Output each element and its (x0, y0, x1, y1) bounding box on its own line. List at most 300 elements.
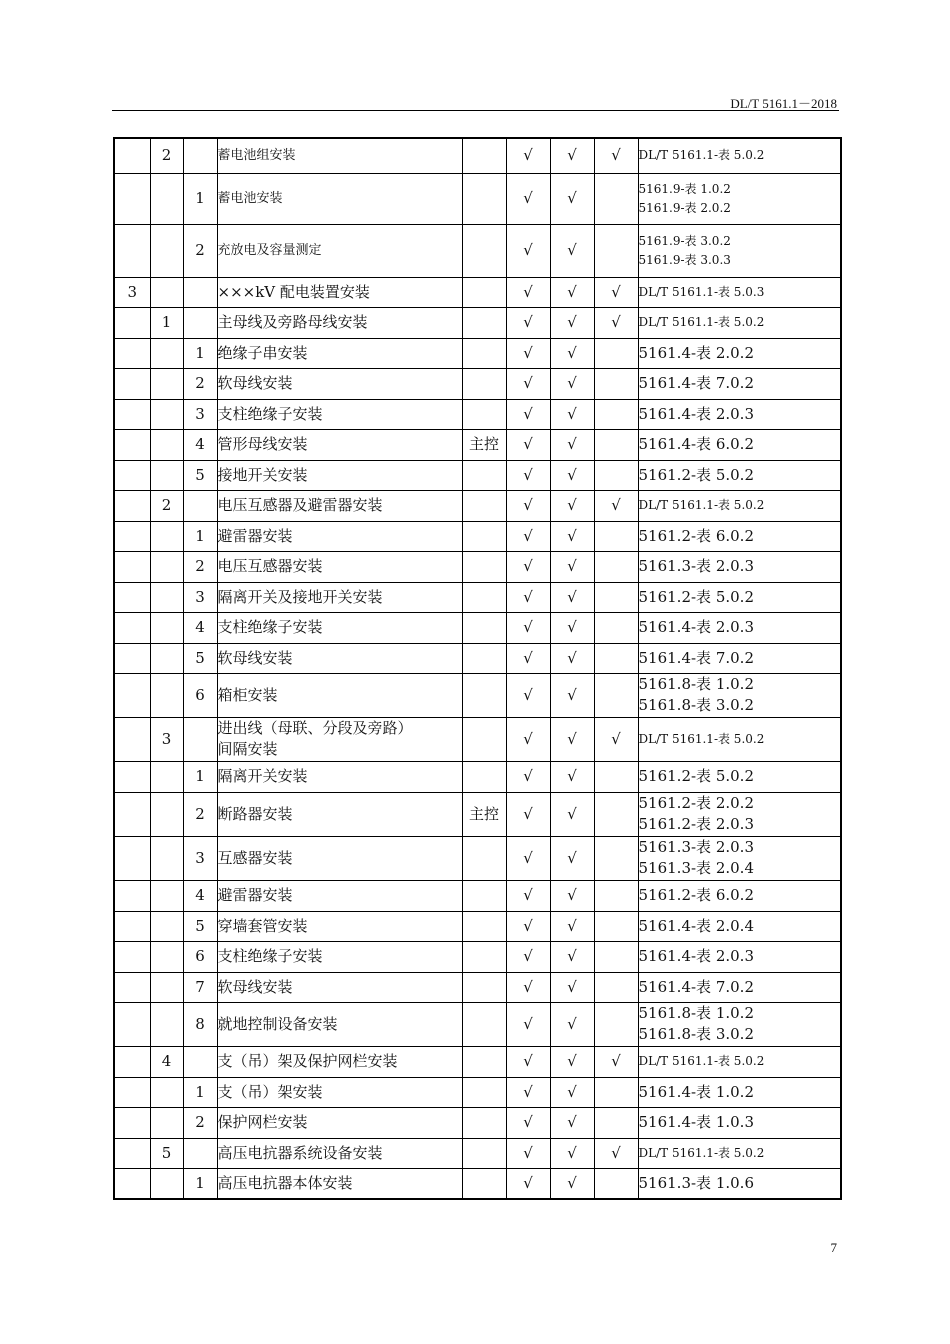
check-col-2: √ (550, 1046, 594, 1077)
level2-number (150, 224, 183, 277)
item-name: 软母线安装 (217, 374, 293, 392)
reference-table: DL/T 5161.1-表 5.0.2 (638, 731, 765, 746)
item-name-cell (217, 490, 462, 521)
item-name: 接地开关安装 (217, 465, 308, 484)
reference-cell (638, 368, 841, 399)
table-row (114, 1002, 841, 1046)
table-row (114, 460, 841, 490)
item-name-cell (217, 1046, 462, 1077)
check-col-1: √ (506, 224, 550, 277)
level3-number: 5 (183, 643, 217, 673)
item-name-cell (217, 1138, 462, 1168)
reference-table: 5161.3-表 2.0.3 (638, 557, 754, 575)
level3-number: 1 (183, 1077, 217, 1107)
reference-cell (638, 490, 841, 521)
item-name: 蓄电池安装 (217, 191, 283, 206)
check-col-1: √ (506, 138, 550, 173)
level3-number (183, 717, 217, 761)
control-type (462, 1002, 506, 1046)
reference-cell (638, 1168, 841, 1199)
item-name: 电压互感器及避雷器安装 (217, 496, 383, 514)
reference-cell (638, 1046, 841, 1077)
control-type (462, 1107, 506, 1138)
check-col-1: √ (506, 880, 550, 911)
reference-cell (638, 761, 841, 792)
check-col-1: √ (506, 368, 550, 399)
reference-table: 5161.2-表 5.0.2 (638, 587, 754, 606)
reference-cell (638, 911, 841, 941)
check-col-2: √ (550, 836, 594, 880)
level3-number (183, 1138, 217, 1168)
reference-table: DL/T 5161.1-表 5.0.2 (638, 498, 765, 512)
table-row (114, 1077, 841, 1107)
table-row (114, 138, 841, 173)
reference-table: 5161.3-表 1.0.6 (638, 1173, 754, 1192)
header-rule (112, 110, 839, 111)
level2-number (150, 1077, 183, 1107)
table-row (114, 277, 841, 307)
check-col-1: √ (506, 612, 550, 643)
control-type (462, 138, 506, 173)
control-type (462, 717, 506, 761)
check-col-3 (594, 224, 638, 277)
check-col-1: √ (506, 307, 550, 338)
reference-table: 5161.3-表 2.0.3 (638, 838, 754, 856)
level1-number (114, 368, 150, 399)
level3-number (183, 1046, 217, 1077)
table-row (114, 521, 841, 551)
check-col-1: √ (506, 173, 550, 224)
item-name: 支柱绝缘子安装 (217, 618, 323, 636)
item-name-cell (217, 551, 462, 582)
check-col-1: √ (506, 836, 550, 880)
level1-number (114, 911, 150, 941)
reference-table: DL/T 5161.1-表 5.0.2 (638, 1145, 765, 1160)
check-col-2: √ (550, 1002, 594, 1046)
item-name: 箱柜安装 (217, 685, 278, 704)
level2-number (150, 399, 183, 429)
check-col-2: √ (550, 368, 594, 399)
level2-number (150, 836, 183, 880)
check-col-3 (594, 792, 638, 836)
level1-number (114, 1107, 150, 1138)
level1-number (114, 1168, 150, 1199)
control-type (462, 643, 506, 673)
level1-number (114, 880, 150, 911)
check-col-2: √ (550, 643, 594, 673)
item-name-cell (217, 643, 462, 673)
item-name: 高压电抗器本体安装 (217, 1173, 353, 1192)
item-name: 软母线安装 (217, 648, 293, 667)
reference-table: 5161.2-表 2.0.2 (638, 794, 754, 812)
reference-cell (638, 582, 841, 612)
check-col-2: √ (550, 1168, 594, 1199)
check-col-1: √ (506, 551, 550, 582)
item-name: 保护网栏安装 (217, 1113, 308, 1131)
check-col-3 (594, 836, 638, 880)
item-name-cell (217, 1107, 462, 1138)
reference-cell (638, 972, 841, 1002)
check-col-1: √ (506, 521, 550, 551)
reference-cell (638, 1138, 841, 1168)
item-name-cell (217, 836, 462, 880)
control-type (462, 761, 506, 792)
table-row (114, 551, 841, 582)
control-type (462, 460, 506, 490)
check-col-1: √ (506, 792, 550, 836)
level2-number: 5 (150, 1138, 183, 1168)
table-row (114, 307, 841, 338)
reference-table: 5161.4-表 2.0.3 (638, 947, 754, 965)
level3-number: 2 (183, 224, 217, 277)
item-name: 互感器安装 (217, 848, 293, 867)
check-col-1: √ (506, 1046, 550, 1077)
table-row (114, 582, 841, 612)
level3-number: 7 (183, 972, 217, 1002)
item-name: 主母线及旁路母线安装 (217, 313, 368, 331)
level1-number: 3 (114, 277, 150, 307)
check-col-2: √ (550, 1107, 594, 1138)
table-row (114, 643, 841, 673)
control-type: 主控 (462, 792, 506, 836)
item-name-cell (217, 880, 462, 911)
table-row (114, 612, 841, 643)
reference-cell (638, 338, 841, 368)
level3-number: 4 (183, 612, 217, 643)
check-col-2: √ (550, 761, 594, 792)
level2-number (150, 1107, 183, 1138)
level2-number: 3 (150, 717, 183, 761)
check-col-3 (594, 173, 638, 224)
control-type (462, 582, 506, 612)
check-col-3: √ (594, 138, 638, 173)
reference-cell (638, 138, 841, 173)
page-number: 7 (830, 1240, 837, 1255)
table-row (114, 1107, 841, 1138)
table-row (114, 1168, 841, 1199)
level2-number (150, 338, 183, 368)
reference-table: 5161.4-表 2.0.3 (638, 404, 754, 423)
check-col-1: √ (506, 1077, 550, 1107)
item-name-cell (217, 460, 462, 490)
reference-table: 5161.2-表 6.0.2 (638, 886, 754, 904)
level3-number: 4 (183, 429, 217, 460)
control-type (462, 399, 506, 429)
check-col-3 (594, 521, 638, 551)
item-name: 充放电及容量测定 (217, 243, 322, 258)
check-col-1: √ (506, 338, 550, 368)
reference-cell (638, 521, 841, 551)
level2-number (150, 911, 183, 941)
check-col-3: √ (594, 277, 638, 307)
level2-number: 2 (150, 490, 183, 521)
reference-cell (638, 941, 841, 972)
check-col-3 (594, 673, 638, 717)
control-type (462, 224, 506, 277)
level1-number (114, 643, 150, 673)
check-col-2: √ (550, 792, 594, 836)
check-col-3 (594, 880, 638, 911)
table-row (114, 972, 841, 1002)
level1-number (114, 1077, 150, 1107)
level3-number: 1 (183, 761, 217, 792)
reference-cell (638, 673, 841, 717)
item-name: 避雷器安装 (217, 886, 293, 904)
control-type (462, 880, 506, 911)
level3-number: 6 (183, 941, 217, 972)
check-col-1: √ (506, 1107, 550, 1138)
reference-cell (638, 1002, 841, 1046)
reference-table: 5161.2-表 2.0.3 (638, 815, 754, 833)
item-name: 避雷器安装 (217, 526, 293, 545)
reference-table: DL/T 5161.1-表 5.0.3 (638, 284, 765, 299)
level3-number: 6 (183, 673, 217, 717)
control-type (462, 1077, 506, 1107)
check-col-3 (594, 338, 638, 368)
item-name-cell (217, 399, 462, 429)
item-name-cell (217, 368, 462, 399)
reference-table: 5161.4-表 7.0.2 (638, 374, 754, 392)
level3-number: 1 (183, 1168, 217, 1199)
item-name: 隔离开关安装 (217, 767, 308, 785)
check-col-3 (594, 1077, 638, 1107)
check-col-3 (594, 460, 638, 490)
reference-table: DL/T 5161.1-表 5.0.2 (638, 1054, 765, 1068)
reference-table: 5161.9-表 1.0.2 (638, 181, 731, 196)
check-col-2: √ (550, 717, 594, 761)
level2-number (150, 1168, 183, 1199)
level1-number (114, 941, 150, 972)
level1-number (114, 792, 150, 836)
reference-cell (638, 277, 841, 307)
check-col-1: √ (506, 277, 550, 307)
check-col-1: √ (506, 399, 550, 429)
check-col-3 (594, 368, 638, 399)
level2-number (150, 521, 183, 551)
check-col-1: √ (506, 643, 550, 673)
level3-number: 2 (183, 1107, 217, 1138)
reference-cell (638, 717, 841, 761)
reference-table: 5161.9-表 3.0.2 (638, 233, 731, 248)
level2-number (150, 368, 183, 399)
check-col-2: √ (550, 911, 594, 941)
check-col-2: √ (550, 399, 594, 429)
item-name-cell (217, 277, 462, 307)
reference-table: 5161.4-表 1.0.3 (638, 1113, 754, 1131)
item-name: 蓄电池组安装 (217, 148, 296, 164)
check-col-2: √ (550, 138, 594, 173)
level1-number (114, 717, 150, 761)
check-col-2: √ (550, 941, 594, 972)
level1-number (114, 460, 150, 490)
level1-number (114, 551, 150, 582)
level1-number (114, 173, 150, 224)
check-col-1: √ (506, 1138, 550, 1168)
control-type (462, 836, 506, 880)
check-col-1: √ (506, 1002, 550, 1046)
control-type (462, 1138, 506, 1168)
check-col-3 (594, 582, 638, 612)
reference-table: DL/T 5161.1-表 5.0.2 (638, 148, 765, 163)
reference-table: 5161.4-表 1.0.2 (638, 1082, 754, 1101)
item-name: 电压互感器安装 (217, 557, 323, 575)
reference-cell (638, 643, 841, 673)
item-name-cell (217, 224, 462, 277)
level2-number (150, 792, 183, 836)
reference-cell (638, 460, 841, 490)
check-col-3 (594, 551, 638, 582)
level2-number: 2 (150, 138, 183, 173)
check-col-3: √ (594, 490, 638, 521)
reference-table: 5161.8-表 3.0.2 (638, 696, 754, 714)
check-col-3: √ (594, 717, 638, 761)
check-col-2: √ (550, 582, 594, 612)
check-col-1: √ (506, 911, 550, 941)
control-type (462, 612, 506, 643)
level3-number: 1 (183, 173, 217, 224)
table-row (114, 792, 841, 836)
table-row (114, 761, 841, 792)
check-col-2: √ (550, 880, 594, 911)
level1-number (114, 673, 150, 717)
check-col-1: √ (506, 761, 550, 792)
check-col-3 (594, 941, 638, 972)
level3-number: 5 (183, 460, 217, 490)
reference-cell (638, 1107, 841, 1138)
level3-number: 5 (183, 911, 217, 941)
check-col-3: √ (594, 307, 638, 338)
item-name-cell (217, 612, 462, 643)
reference-table: 5161.8-表 1.0.2 (638, 675, 754, 693)
level2-number: 4 (150, 1046, 183, 1077)
level3-number: 3 (183, 836, 217, 880)
table-row (114, 429, 841, 460)
table-row (114, 941, 841, 972)
reference-cell (638, 224, 841, 277)
control-type (462, 1168, 506, 1199)
check-col-3 (594, 1107, 638, 1138)
level1-number (114, 1002, 150, 1046)
item-name: 断路器安装 (217, 804, 293, 823)
level1-number (114, 761, 150, 792)
check-col-1: √ (506, 972, 550, 1002)
level2-number (150, 460, 183, 490)
level3-number: 1 (183, 338, 217, 368)
control-type (462, 673, 506, 717)
table-row (114, 338, 841, 368)
level1-number (114, 1138, 150, 1168)
control-type (462, 368, 506, 399)
standard-code: DL/T 5161.1－2018 (730, 96, 837, 111)
item-name: 软母线安装 (217, 977, 293, 996)
level1-number (114, 582, 150, 612)
level1-number (114, 224, 150, 277)
level2-number (150, 880, 183, 911)
control-type (462, 521, 506, 551)
level3-number (183, 490, 217, 521)
check-col-2: √ (550, 307, 594, 338)
item-name-cell (217, 582, 462, 612)
item-name-cell (217, 792, 462, 836)
control-type (462, 1046, 506, 1077)
table-row (114, 673, 841, 717)
check-col-1: √ (506, 490, 550, 521)
level3-number: 2 (183, 551, 217, 582)
level2-number (150, 551, 183, 582)
level2-number (150, 1002, 183, 1046)
item-name-cell (217, 717, 462, 761)
reference-table: 5161.4-表 2.0.4 (638, 916, 754, 935)
check-col-1: √ (506, 673, 550, 717)
item-name: 进出线（母联、分段及旁路） (217, 719, 413, 737)
check-col-2: √ (550, 490, 594, 521)
check-col-2: √ (550, 338, 594, 368)
reference-table: 5161.4-表 7.0.2 (638, 648, 754, 667)
check-col-3 (594, 399, 638, 429)
check-col-1: √ (506, 1168, 550, 1199)
item-name-cell (217, 173, 462, 224)
control-type (462, 173, 506, 224)
reference-table: 5161.4-表 6.0.2 (638, 435, 754, 453)
item-name-cell (217, 761, 462, 792)
level1-number (114, 429, 150, 460)
control-type (462, 307, 506, 338)
control-type (462, 338, 506, 368)
reference-table: 5161.8-表 1.0.2 (638, 1004, 754, 1022)
level3-number: 4 (183, 880, 217, 911)
reference-table: 5161.9-表 3.0.3 (638, 252, 731, 267)
check-col-2: √ (550, 173, 594, 224)
reference-table: 5161.2-表 5.0.2 (638, 465, 754, 484)
reference-table: 5161.2-表 5.0.2 (638, 767, 754, 785)
check-col-1: √ (506, 941, 550, 972)
check-col-3: √ (594, 1046, 638, 1077)
table-row (114, 490, 841, 521)
check-col-3 (594, 972, 638, 1002)
level2-number (150, 643, 183, 673)
level1-number (114, 307, 150, 338)
check-col-3: √ (594, 1138, 638, 1168)
item-name-cell (217, 673, 462, 717)
level2-number (150, 761, 183, 792)
check-col-2: √ (550, 1077, 594, 1107)
item-name: 穿墙套管安装 (217, 916, 308, 935)
reference-cell (638, 173, 841, 224)
item-name-cell (217, 338, 462, 368)
table-row (114, 1138, 841, 1168)
level1-number (114, 490, 150, 521)
item-name-cell (217, 911, 462, 941)
reference-cell (638, 429, 841, 460)
level2-number (150, 277, 183, 307)
check-col-2: √ (550, 972, 594, 1002)
check-col-2: √ (550, 277, 594, 307)
level3-number: 2 (183, 368, 217, 399)
level1-number (114, 612, 150, 643)
item-name: 管形母线安装 (217, 435, 308, 453)
item-name: 支（吊）架及保护网栏安装 (217, 1052, 398, 1070)
check-col-1: √ (506, 460, 550, 490)
level2-number (150, 612, 183, 643)
reference-table: 5161.2-表 6.0.2 (638, 526, 754, 545)
reference-table: DL/T 5161.1-表 5.0.2 (638, 315, 765, 329)
table-row (114, 1046, 841, 1077)
item-name-cell (217, 1002, 462, 1046)
control-type (462, 490, 506, 521)
check-col-3 (594, 761, 638, 792)
check-col-3 (594, 1168, 638, 1199)
table-row (114, 836, 841, 880)
